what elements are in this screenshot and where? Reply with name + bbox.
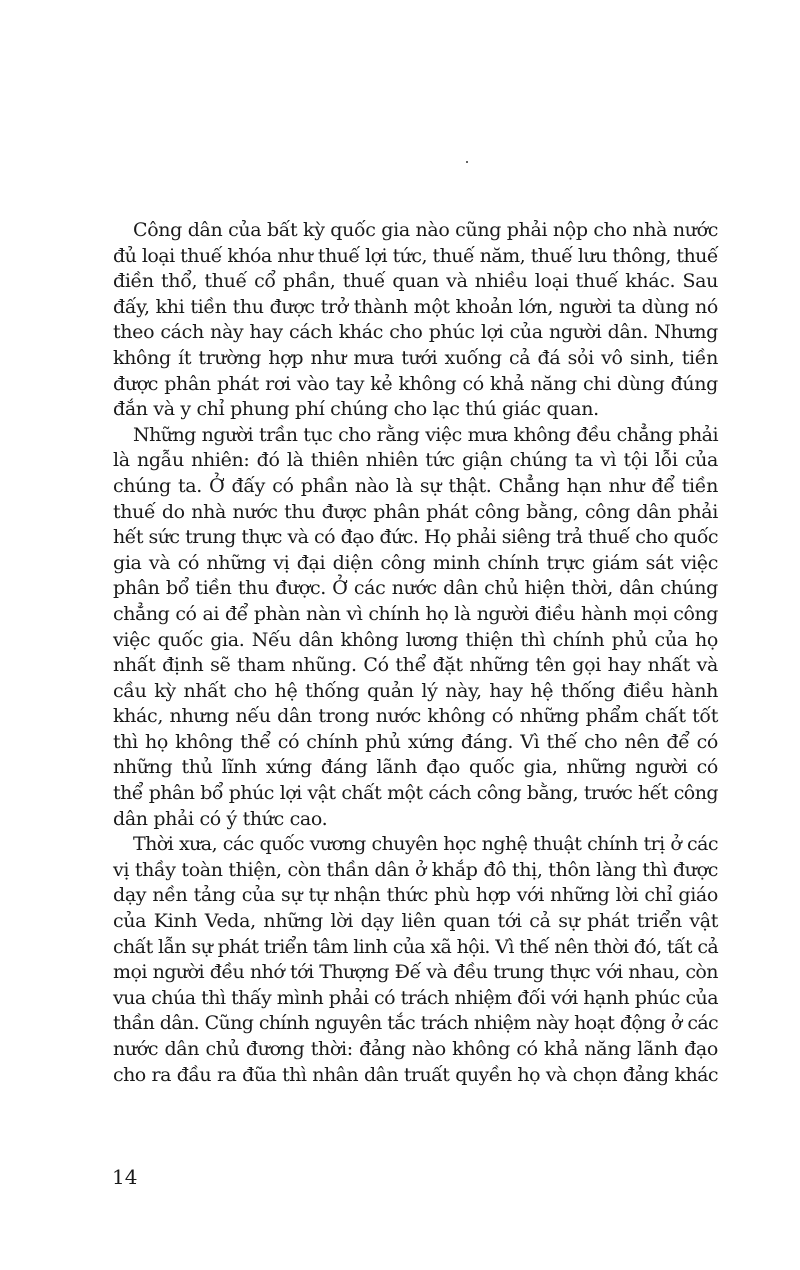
text-line: nhất định sẽ tham nhũng. Có thể đặt những tên gọi hay nhất và — [113, 654, 718, 677]
text-line: thì họ không thể có chính phủ xứng đáng. Vì thế cho nên để có — [113, 730, 718, 753]
text-line: cho ra đầu ra đũa thì nhân dân truất quyền họ và chọn đảng khác — [113, 1063, 718, 1086]
paragraph — [113, 218, 718, 423]
text-line: theo cách này hay cách khác cho phúc lợi của người dân. Nhưng — [113, 321, 718, 344]
text-line: được phân phát rơi vào tay kẻ không có khả năng chi dùng đúng — [113, 372, 718, 395]
text-line: của Kinh Veda, những lời dạy liên quan tới cả sự phát triển vật — [113, 910, 718, 933]
text-line: chúng ta. Ở đấy có phần nào là sự thật. Chẳng hạn như để tiền — [113, 474, 718, 497]
text-line: Thời xưa, các quốc vương chuyên học nghệ thuật chính trị ở các — [133, 833, 718, 856]
paragraph — [113, 832, 718, 1088]
text-line: gia và có những vị đại diện công minh chính trực giám sát việc — [113, 551, 718, 574]
text-line: Những người trần tục cho rằng việc mưa không đều chẳng phải — [133, 423, 718, 446]
text-line: vua chúa thì thấy mình phải có trách nhiệm đối với hạnh phúc của — [113, 986, 718, 1009]
text-line: thuế do nhà nước thu được phân phát công bằng, công dân phải — [113, 500, 718, 523]
text-line: hết sức trung thực và có đạo đức. Họ phải siêng trả thuế cho quốc — [113, 526, 718, 549]
text-line: chất lẫn sự phát triển tâm linh của xã hội. Vì thế nên thời đó, tất cả — [113, 935, 718, 958]
text-line: Công dân của bất kỳ quốc gia nào cũng phải nộp cho nhà nước — [133, 219, 718, 241]
text-line: đủ loại thuế khóa như thuế lợi tức, thuế năm, thuế lưu thông, thuế — [113, 244, 718, 267]
text-line: khác, nhưng nếu dân trong nước không có những phẩm chất tốt — [113, 705, 718, 728]
text-line: điền thổ, thuế cổ phần, thuế quan và nhiều loại thuế khác. Sau — [113, 270, 718, 293]
text-line: không ít trường hợp như mưa tưới xuống cả đá sỏi vô sinh, tiền — [113, 346, 718, 369]
text-line: thần dân. Cũng chính nguyên tắc trách nhiệm này hoạt động ở các — [113, 1012, 718, 1035]
text-line: thể phân bổ phúc lợi vật chất một cách công bằng, trước hết công — [113, 782, 718, 805]
page-number: 14 — [112, 1165, 138, 1189]
body-text — [113, 218, 718, 1088]
text-line: phân bổ tiền thu được. Ở các nước dân chủ hiện thời, dân chúng — [113, 577, 718, 600]
paragraph — [113, 423, 718, 833]
text-line: dân phải có ý thức cao. — [113, 807, 328, 830]
text-line: dạy nền tảng của sự tự nhận thức phù hợp với những lời chỉ giáo — [113, 884, 718, 907]
text-line: đấy, khi tiền thu được trở thành một khoản lớn, người ta dùng nó — [113, 295, 718, 318]
text-line: mọi người đều nhớ tới Thượng Đế và đều trung thực với nhau, còn — [113, 961, 718, 984]
text-line: chẳng có ai để phàn nàn vì chính họ là người điều hành mọi công — [113, 602, 718, 625]
text-line: những thủ lĩnh xứng đáng lãnh đạo quốc gia, những người có — [113, 756, 718, 779]
text-line: việc quốc gia. Nếu dân không lương thiện thì chính phủ của họ — [113, 628, 718, 651]
text-line: cầu kỳ nhất cho hệ thống quản lý này, hay hệ thống điều hành — [113, 679, 718, 702]
page-speck — [466, 161, 468, 163]
text-line: là ngẫu nhiên: đó là thiên nhiên tức giận chúng ta vì tội lỗi của — [113, 449, 718, 472]
text-line: đắn và y chỉ phung phí chúng cho lạc thú giác quan. — [113, 398, 599, 421]
text-line: vị thầy toàn thiện, còn thần dân ở khắp đô thị, thôn làng thì được — [113, 858, 718, 881]
text-line: nước dân chủ đương thời: đảng nào không có khả năng lãnh đạo — [113, 1038, 718, 1060]
